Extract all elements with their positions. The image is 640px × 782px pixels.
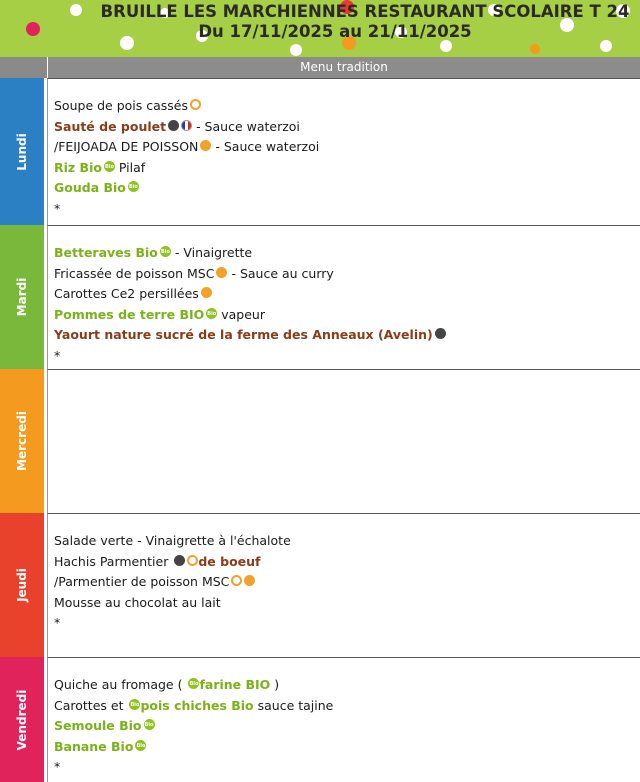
menu-item xyxy=(54,243,640,264)
label-icon xyxy=(187,555,198,566)
menu-cell xyxy=(47,657,640,782)
bio-icon xyxy=(160,246,171,257)
menu-item-text: Hachis Parmentier xyxy=(54,553,173,569)
menu-item-text: farine BIO xyxy=(199,677,271,692)
menu-item xyxy=(54,284,640,305)
day-label xyxy=(0,513,44,657)
menu-item-text: - Sauce waterzoi xyxy=(192,118,300,134)
menu-item-text: Carottes Ce2 persillées xyxy=(54,286,199,301)
menu-item-text: Soupe de pois cassés xyxy=(54,98,189,113)
menu-item-text: de boeuf xyxy=(198,553,261,569)
day-label xyxy=(0,225,44,369)
menu-item xyxy=(54,96,640,117)
menu-item xyxy=(54,264,640,285)
day-label xyxy=(0,369,44,513)
menu-item-text: Yaourt nature sucré de la ferme des Anneaux (Avelin) xyxy=(54,327,433,342)
header-corner xyxy=(0,57,48,78)
bio-icon xyxy=(188,678,199,689)
menu-cell xyxy=(47,513,640,657)
menu-item-text: * xyxy=(54,200,61,216)
sustainable-icon xyxy=(200,140,211,151)
menu-item-text: /FEIJOADA DE POISSON xyxy=(54,139,199,154)
menu-item-text: Carottes et xyxy=(54,697,128,713)
menu-item-text: Sauté de poulet xyxy=(54,118,167,134)
menu-item-text: Banane Bio xyxy=(54,738,134,754)
title-line-1: BRUILLE LES MARCHIENNES RESTAURANT SCOLAIRE T 24 xyxy=(100,2,630,21)
day-name: Mercredi xyxy=(15,411,29,471)
title-line-2: Du 17/11/2025 au 21/11/2025 xyxy=(198,22,472,41)
french-flag-icon xyxy=(181,120,192,131)
local-product-icon xyxy=(174,555,185,566)
menu-item xyxy=(54,178,640,199)
menu-item xyxy=(54,346,640,367)
menu-item xyxy=(54,137,640,158)
menu-item-text: sauce tajine xyxy=(253,697,334,713)
menu-item xyxy=(54,158,640,179)
menu-item-text: * xyxy=(54,759,61,774)
menu-item xyxy=(54,696,640,717)
menu-item-text: ) xyxy=(270,677,280,692)
bio-icon xyxy=(135,740,146,751)
local-product-icon xyxy=(168,120,179,131)
sustainable-icon xyxy=(244,575,255,586)
menu-item-text: Pommes de terre BIO xyxy=(54,306,205,322)
bio-icon xyxy=(104,161,115,172)
menu-item-text: pois chiches Bio xyxy=(140,697,254,713)
label-icon xyxy=(231,575,242,586)
day-row-mardi xyxy=(0,225,640,369)
day-name: Mardi xyxy=(15,277,29,317)
header-banner xyxy=(0,0,640,57)
menu-item xyxy=(54,593,640,614)
menu-item-text: Pilaf xyxy=(114,159,146,175)
day-row-jeudi xyxy=(0,513,640,657)
menu-item-text: - Sauce waterzoi xyxy=(211,139,320,154)
menu-item xyxy=(54,325,640,346)
label-icon xyxy=(190,99,201,110)
menu-item xyxy=(54,552,640,573)
menu-item xyxy=(54,531,640,552)
menu-item-text: - Vinaigrette xyxy=(170,245,253,260)
menu-item xyxy=(54,117,640,138)
bio-icon xyxy=(206,308,217,319)
menu-item-text: Salade verte - Vinaigrette à l'échalote xyxy=(54,533,291,548)
menu-item xyxy=(54,675,640,696)
sustainable-icon xyxy=(216,267,227,278)
menu-item-text: Semoule Bio xyxy=(54,718,142,733)
menu-item xyxy=(54,737,640,758)
menu-item-text: Gouda Bio xyxy=(54,180,126,195)
menu-item-text: /Parmentier de poisson MSC xyxy=(54,574,230,589)
menu-item-text: vapeur xyxy=(217,306,265,322)
day-label xyxy=(0,78,44,225)
menu-item-text: Fricassée de poisson MSC xyxy=(54,265,215,281)
bio-icon xyxy=(128,181,139,192)
day-label xyxy=(0,657,44,782)
menu-cell xyxy=(47,369,640,513)
menu-item xyxy=(54,305,640,326)
day-name: Lundi xyxy=(15,132,29,171)
day-name: Jeudi xyxy=(15,568,29,602)
day-row-lundi xyxy=(0,78,640,225)
column-header: Menu tradition xyxy=(48,57,640,78)
menu-item-text: Riz Bio xyxy=(54,159,102,175)
menu-item xyxy=(54,716,640,737)
menu-item-text: Betteraves Bio xyxy=(54,245,158,260)
menu-item-text: * xyxy=(54,615,61,630)
menu-item xyxy=(54,199,640,220)
menu-item xyxy=(54,572,640,593)
bio-icon xyxy=(144,719,155,730)
bio-icon xyxy=(129,699,140,710)
menu-cell xyxy=(47,78,640,225)
menu-item xyxy=(54,613,640,634)
sustainable-icon xyxy=(201,287,212,298)
day-row-mercredi xyxy=(0,369,640,513)
day-row-vendredi xyxy=(0,657,640,782)
menu-cell xyxy=(47,225,640,369)
menu-item-text: * xyxy=(54,347,61,363)
day-name: Vendredi xyxy=(15,689,29,750)
menu-item xyxy=(54,757,640,778)
menu-item-text: - Sauce au curry xyxy=(227,265,334,281)
menu-item-text: Mousse au chocolat au lait xyxy=(54,594,221,610)
menu-item-text: Quiche au fromage ( xyxy=(54,677,187,692)
page-title xyxy=(90,2,640,42)
local-product-icon xyxy=(435,328,446,339)
